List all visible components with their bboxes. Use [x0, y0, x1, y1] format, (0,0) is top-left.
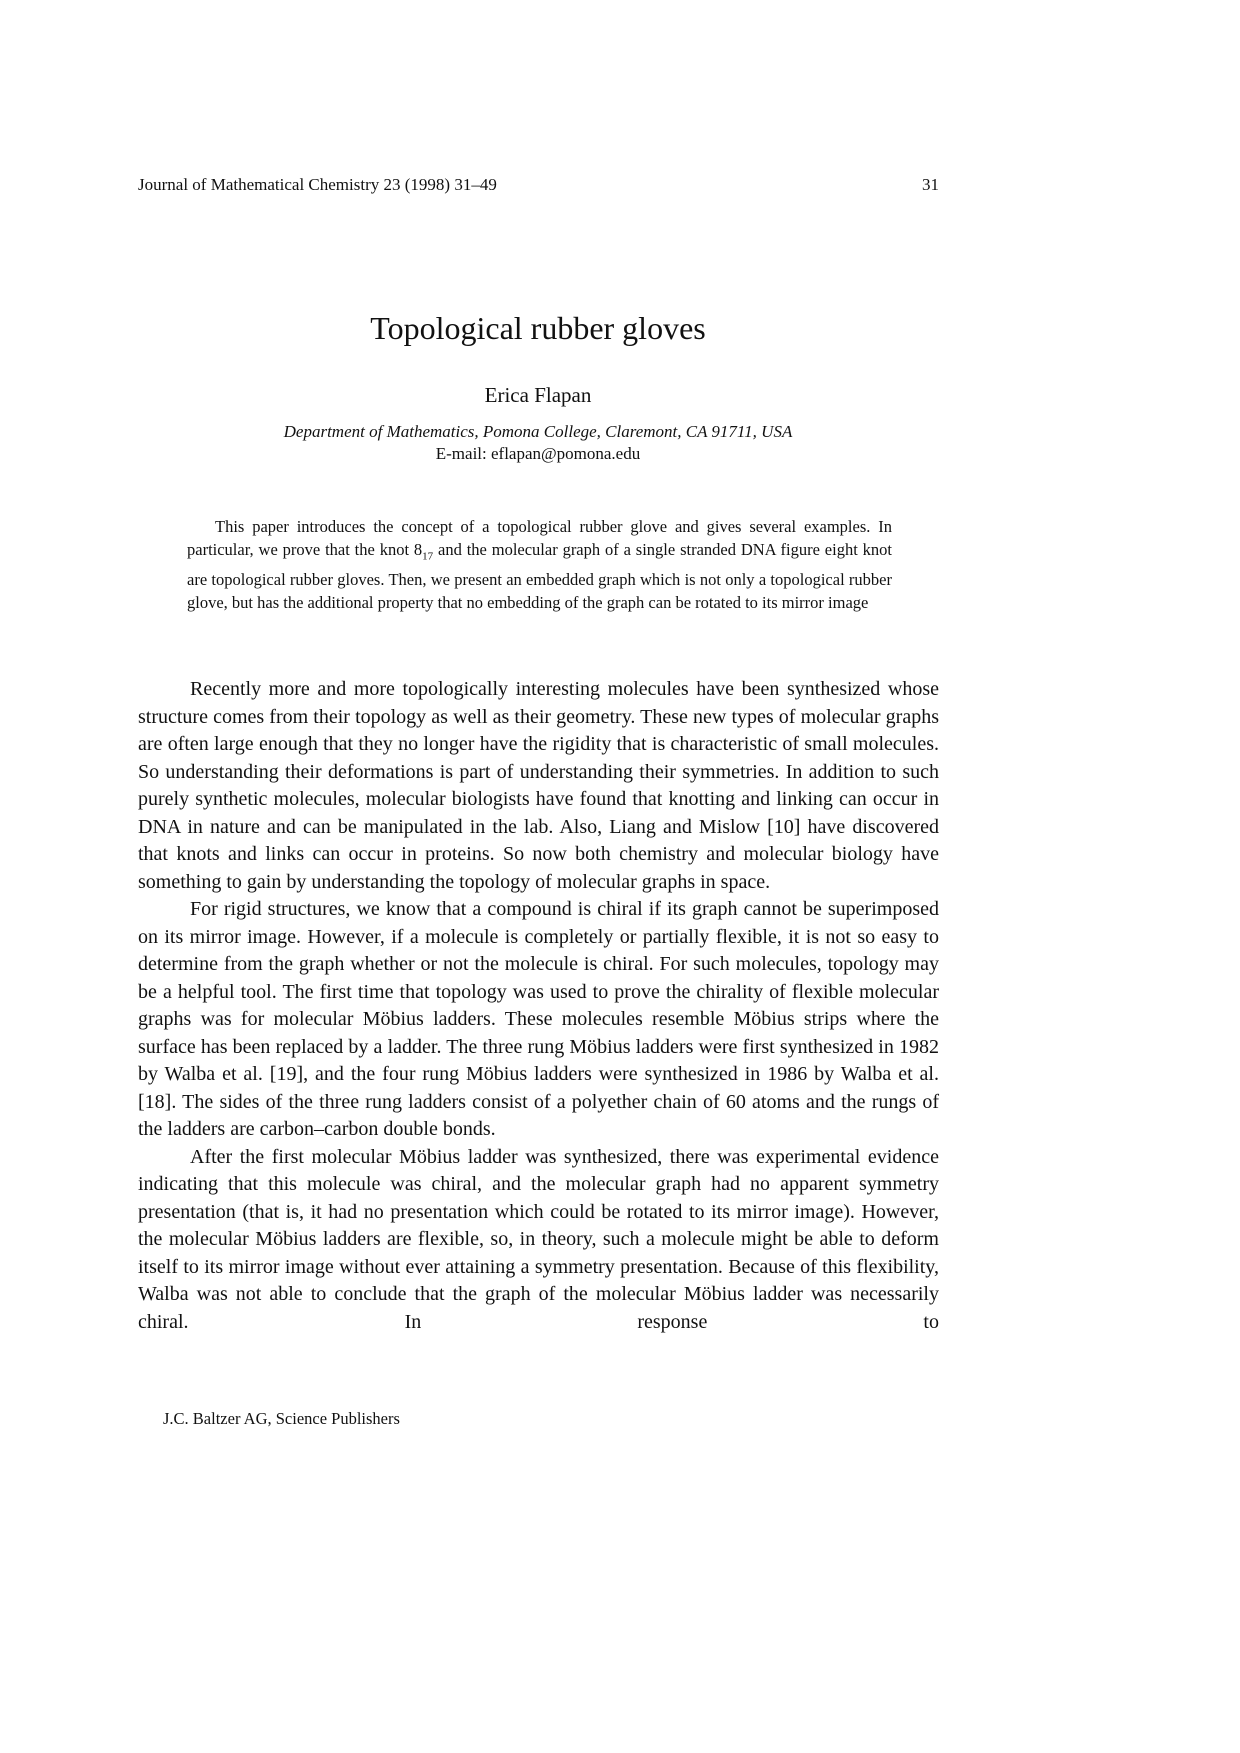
paper-title: Topological rubber gloves — [370, 310, 706, 346]
body-paragraph-2: For rigid structures, we know that a compound is chiral if its graph cannot be superimposed on its mirror image. However, if a molecule is completely or partially flexible, it is not so easy to determine from the graph whether or not the molecule is chiral. For such molecules, topology may be a helpful tool. The first time that topology was used to prove the chirality of flexible molecular graphs was for molecular Möbius ladders. These molecules resemble Möbius strips where the surface has been replaced by a ladder. The three rung Möbius ladders were first synthesized in 1982 by Walba et al. [19], and the four rung Möbius ladders were synthesized in 1986 by Walba et al. [18]. The sides of the three rung ladders consist of a polyether chain of 60 atoms and the rungs of the ladders are carbon–carbon double bonds. — [138, 898, 939, 1140]
publisher-footer: J.C. Baltzer AG, Science Publishers — [163, 1409, 400, 1428]
journal-citation: Journal of Mathematical Chemistry 23 (1998) 31–49 — [138, 175, 497, 194]
body-paragraph-1: Recently more and more topologically interesting molecules have been synthesized whose structure comes from their topology as well as their geometry. These new types of molecular graphs are often large enough that they no longer have the rigidity that is characteristic of small molecules. So understanding their deformations is part of understanding their symmetries. In addition to such purely synthetic molecules, molecular biologists have found that knotting and linking can occur in DNA in nature and can be manipulated in the lab. Also, Liang and Mislow [10] have discovered that knots and links can occur in proteins. So now both chemistry and molecular biology have something to gain by understanding the topology of molecular graphs in space. — [138, 678, 939, 893]
running-head — [138, 175, 939, 195]
knot-subscript: 17 — [422, 550, 434, 563]
author-email: E-mail: eflapan@pomona.edu — [435, 444, 641, 463]
body-text — [138, 676, 939, 1336]
author-name: Erica Flapan — [484, 383, 592, 407]
abstract-text-part2: and the molecular graph of a single stranded DNA figure eight knot are topological rubber gloves. Then, we present an embedded graph which is not only a topological rubber glove, but has the additional property that no embedding of the graph can be rotated to its mirror image — [187, 540, 892, 613]
author-affiliation: Department of Mathematics, Pomona College, Claremont, CA 91711, USA — [283, 422, 793, 441]
body-paragraph-3: After the first molecular Möbius ladder was synthesized, there was experimental evidence indicating that this molecule was chiral, and the molecular graph had no apparent symmetry presentation (that is, it had no presentation which could be rotated to its mirror image). However, the molecular Möbius ladders are flexible, so, in theory, such a molecule might be able to deform itself to its mirror image without ever attaining a symmetry presentation. Because of this flexibility, Walba was not able to conclude that the graph of the molecular Möbius ladder was necessarily chiral. In response to — [138, 1145, 939, 1333]
abstract — [187, 515, 892, 614]
abstract-text-part1: This paper introduces the concept of a topological rubber glove and gives several examples. In particular, we prove that the knot 8 — [187, 517, 892, 559]
page-number: 31 — [922, 175, 939, 194]
